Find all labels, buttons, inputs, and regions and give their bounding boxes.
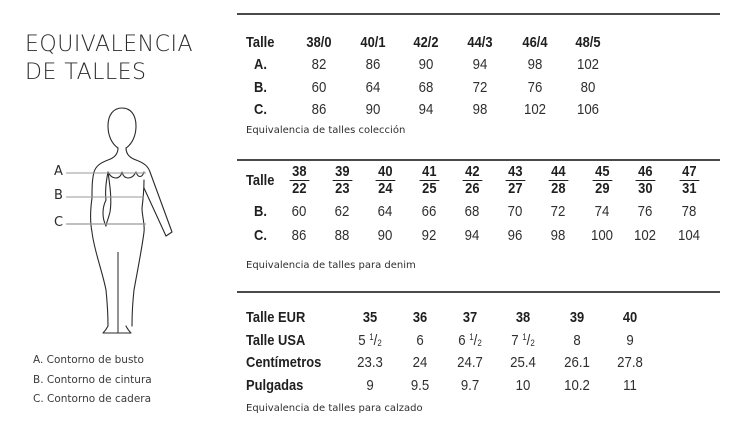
denim-value: 104 xyxy=(677,227,701,244)
coleccion-size: 44/3 xyxy=(467,34,493,51)
denim-size-top: 43 xyxy=(505,165,525,181)
calzado-value: 9.5 xyxy=(410,377,430,394)
denim-value: 86 xyxy=(291,227,307,244)
coleccion-value: 72 xyxy=(472,79,488,96)
figure-label-a: A xyxy=(54,164,63,179)
denim-value: 88 xyxy=(334,227,350,244)
denim-size xyxy=(452,165,492,197)
denim-size xyxy=(669,165,709,197)
calzado-size-eur: 36 xyxy=(412,309,428,326)
half-den: 2 xyxy=(477,338,482,348)
denim-size xyxy=(582,165,622,197)
half-num: 1 xyxy=(469,332,474,342)
calzado-size-eur: 37 xyxy=(462,309,478,326)
coleccion-value: 76 xyxy=(527,79,543,96)
coleccion-value: 90 xyxy=(365,101,381,118)
half-den: 2 xyxy=(377,338,382,348)
denim-size-bottom: 24 xyxy=(377,180,393,197)
denim-value: 78 xyxy=(681,203,697,220)
calzado-value: 27.8 xyxy=(617,354,643,371)
denim-value: 60 xyxy=(291,203,307,220)
calzado-size-eur: 40 xyxy=(622,309,638,326)
denim-value: 74 xyxy=(594,203,610,220)
calzado-value: 11 xyxy=(623,377,637,394)
coleccion-value: 86 xyxy=(311,101,327,118)
coleccion-row-label: B. xyxy=(254,79,267,96)
divider-calzado xyxy=(237,291,720,293)
page-title xyxy=(25,31,193,87)
denim-size xyxy=(365,165,405,197)
denim-header-label: Talle xyxy=(246,172,275,189)
denim-size-top: 39 xyxy=(332,165,352,181)
denim-size-top: 38 xyxy=(289,165,309,181)
denim-size xyxy=(538,165,578,197)
denim-size-top: 41 xyxy=(419,165,439,181)
usa-whole: 5 xyxy=(358,332,366,349)
coleccion-value: 80 xyxy=(580,79,596,96)
denim-size-top: 46 xyxy=(635,165,655,181)
calzado-size-usa: 8 xyxy=(573,332,581,349)
coleccion-value: 60 xyxy=(311,79,327,96)
coleccion-size: 38/0 xyxy=(306,34,332,51)
measurement-legend xyxy=(33,351,152,410)
denim-row-label: B. xyxy=(254,203,267,220)
denim-size xyxy=(495,165,535,197)
denim-caption: Equivalencia de talles para denim xyxy=(246,260,416,271)
denim-size-bottom: 27 xyxy=(507,180,523,197)
denim-size-bottom: 22 xyxy=(291,180,307,197)
coleccion-size: 40/1 xyxy=(360,34,386,51)
denim-value: 62 xyxy=(334,203,350,220)
coleccion-value: 98 xyxy=(527,56,543,73)
legend-item-cadera: C. Contorno de cadera xyxy=(33,393,152,405)
denim-value: 64 xyxy=(377,203,393,220)
denim-size-top: 42 xyxy=(462,165,482,181)
calzado-usa-label: Talle USA xyxy=(246,332,306,349)
calzado-value: 24.7 xyxy=(457,354,483,371)
page-title-line-2: DE TALLES xyxy=(25,60,147,85)
calzado-header-label: Talle EUR xyxy=(246,309,306,326)
denim-value: 66 xyxy=(421,203,437,220)
coleccion-value: 98 xyxy=(472,101,488,118)
denim-size xyxy=(625,165,665,197)
denim-value: 76 xyxy=(637,203,653,220)
coleccion-header-label: Talle xyxy=(246,34,275,51)
denim-value: 92 xyxy=(421,227,437,244)
calzado-value: 9.7 xyxy=(460,377,480,394)
denim-size-bottom: 28 xyxy=(550,180,566,197)
calzado-size-eur: 39 xyxy=(569,309,585,326)
calzado-size-eur: 35 xyxy=(362,309,378,326)
calzado-value: 9 xyxy=(366,377,374,394)
calzado-value: 10 xyxy=(515,377,531,394)
half-num: 1 xyxy=(369,332,374,342)
coleccion-value: 68 xyxy=(418,79,434,96)
half-num: 1 xyxy=(522,332,527,342)
calzado-value: 26.1 xyxy=(564,354,590,371)
calzado-size-usa: 6 $^1/_2$ xyxy=(458,332,482,349)
calzado-value: 10.2 xyxy=(564,377,590,394)
calzado-value: 23.3 xyxy=(357,354,383,371)
coleccion-value: 102 xyxy=(576,56,600,73)
denim-value: 102 xyxy=(633,227,657,244)
denim-size-bottom: 25 xyxy=(421,180,437,197)
coleccion-value: 82 xyxy=(311,56,327,73)
coleccion-value: 94 xyxy=(418,101,434,118)
divider-coleccion xyxy=(237,13,720,15)
denim-row-label: C. xyxy=(254,227,267,244)
denim-size-top: 44 xyxy=(548,165,568,181)
denim-size-top: 45 xyxy=(592,165,612,181)
coleccion-size: 46/4 xyxy=(522,34,548,51)
coleccion-value: 102 xyxy=(523,101,547,118)
denim-size-bottom: 30 xyxy=(637,180,653,197)
denim-value: 98 xyxy=(550,227,566,244)
female-silhouette-icon xyxy=(48,100,198,340)
denim-value: 100 xyxy=(590,227,614,244)
coleccion-value: 86 xyxy=(365,56,381,73)
body-measurement-figure xyxy=(48,100,198,340)
coleccion-row-label: C. xyxy=(254,101,267,118)
coleccion-value: 90 xyxy=(418,56,434,73)
denim-size-bottom: 29 xyxy=(594,180,610,197)
coleccion-row-label: A. xyxy=(254,56,267,73)
divider-denim xyxy=(237,159,720,161)
denim-size-bottom: 23 xyxy=(334,180,350,197)
calzado-size-usa: 5 $^1/_2$ xyxy=(358,332,382,349)
legend-item-cintura: B. Contorno de cintura xyxy=(33,373,152,386)
denim-value: 68 xyxy=(464,203,480,220)
denim-size-bottom: 26 xyxy=(464,180,480,197)
denim-value: 94 xyxy=(464,227,480,244)
denim-value: 96 xyxy=(507,227,523,244)
calzado-row-label: Centímetros xyxy=(246,354,322,371)
denim-value: 70 xyxy=(507,203,523,220)
calzado-size-usa: 9 xyxy=(626,332,634,349)
denim-size-top: 40 xyxy=(375,165,395,181)
calzado-size-usa: 6 xyxy=(416,332,424,349)
coleccion-value: 64 xyxy=(365,79,381,96)
denim-size xyxy=(279,165,319,197)
figure-label-b: B xyxy=(54,188,63,203)
usa-whole: 6 xyxy=(458,332,466,349)
calzado-size-eur: 38 xyxy=(515,309,531,326)
coleccion-caption: Equivalencia de talles colección xyxy=(246,125,406,136)
coleccion-size: 42/2 xyxy=(413,34,439,51)
denim-size xyxy=(409,165,449,197)
calzado-row-label: Pulgadas xyxy=(246,377,304,394)
coleccion-value: 94 xyxy=(472,56,488,73)
calzado-value: 25.4 xyxy=(510,354,536,371)
denim-size-bottom: 31 xyxy=(681,180,697,197)
calzado-size-usa: 7 $^1/_2$ xyxy=(511,332,535,349)
legend-item-busto: A. Contorno de busto xyxy=(33,354,144,366)
calzado-value: 24 xyxy=(412,354,428,371)
figure-label-c: C xyxy=(54,215,64,230)
page-title-line-1: EQUIVALENCIA xyxy=(25,32,194,57)
coleccion-value: 106 xyxy=(576,101,600,118)
coleccion-size: 48/5 xyxy=(575,34,601,51)
denim-value: 90 xyxy=(377,227,393,244)
usa-whole: 7 xyxy=(511,332,519,349)
denim-size xyxy=(322,165,362,197)
denim-value: 72 xyxy=(550,203,566,220)
calzado-caption: Equivalencia de talles para calzado xyxy=(246,403,423,414)
denim-size-top: 47 xyxy=(679,165,699,181)
half-den: 2 xyxy=(530,338,535,348)
